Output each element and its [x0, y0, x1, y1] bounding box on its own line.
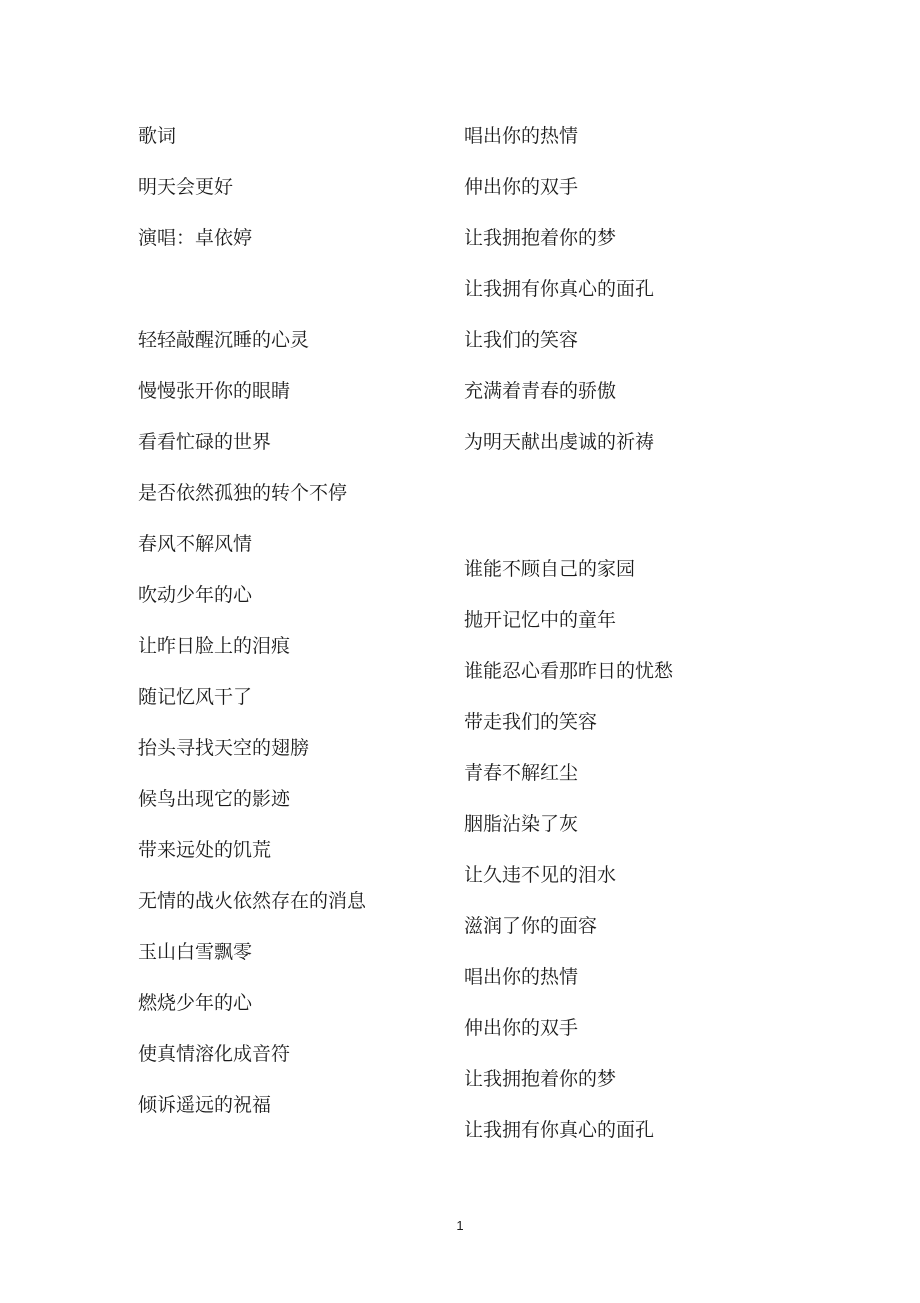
lyric-line: 倾诉遥远的祝福	[138, 1094, 272, 1116]
lyrics-heading: 歌词	[138, 125, 177, 147]
lyric-line: 春风不解风情	[138, 533, 253, 555]
page-number: 1	[456, 1218, 464, 1233]
blank-line	[464, 481, 704, 531]
lyric-line: 玉山白雪飘零	[138, 941, 253, 963]
lyric-line: 唱出你的热情	[464, 966, 579, 988]
lyric-line: 慢慢张开你的眼睛	[138, 380, 291, 402]
lyric-line: 候鸟出现它的影迹	[138, 788, 291, 810]
lyric-line: 轻轻敲醒沉睡的心灵	[138, 329, 310, 351]
lyric-line: 让我拥抱着你的梦	[464, 227, 617, 249]
lyric-line: 青春不解红尘	[464, 762, 579, 784]
song-title: 明天会更好	[138, 176, 234, 198]
lyric-line: 滋润了你的面容	[464, 915, 598, 937]
blank-line	[138, 277, 378, 302]
lyric-line: 抬头寻找天空的翅膀	[138, 737, 310, 759]
lyric-line: 谁能忍心看那昨日的忧愁	[464, 660, 674, 682]
left-lyrics-column	[138, 124, 378, 1144]
lyric-line: 充满着青春的骄傲	[464, 380, 617, 402]
lyric-line: 吹动少年的心	[138, 584, 253, 606]
right-lyrics-column	[464, 124, 704, 1169]
lyric-line: 使真情溶化成音符	[138, 1043, 291, 1065]
lyric-line: 唱出你的热情	[464, 125, 579, 147]
singer-credit: 演唱：卓依婷	[138, 227, 253, 249]
lyric-line: 让昨日脸上的泪痕	[138, 635, 291, 657]
lyric-line: 带走我们的笑容	[464, 711, 598, 733]
lyric-line: 随记忆风干了	[138, 686, 253, 708]
lyric-line: 看看忙碌的世界	[138, 431, 272, 453]
lyric-line: 是否依然孤独的转个不停	[138, 482, 348, 504]
lyric-line: 为明天献出虔诚的祈祷	[464, 431, 655, 453]
lyric-line: 让我拥有你真心的面孔	[464, 1119, 655, 1141]
lyric-line: 带来远处的饥荒	[138, 839, 272, 861]
lyric-line: 胭脂沾染了灰	[464, 813, 579, 835]
lyric-line: 伸出你的双手	[464, 1017, 579, 1039]
lyric-line: 谁能不顾自己的家园	[464, 558, 636, 580]
lyric-line: 让我拥有你真心的面孔	[464, 278, 655, 300]
lyric-line: 让我们的笑容	[464, 329, 579, 351]
lyric-line-wrapped: 无情的战火依然存在的消息	[138, 890, 367, 912]
lyric-line: 抛开记忆中的童年	[464, 609, 617, 631]
lyric-line: 伸出你的双手	[464, 176, 579, 198]
lyric-line: 燃烧少年的心	[138, 992, 253, 1014]
lyric-line: 让我拥抱着你的梦	[464, 1068, 617, 1090]
lyric-line: 让久违不见的泪水	[464, 864, 617, 886]
